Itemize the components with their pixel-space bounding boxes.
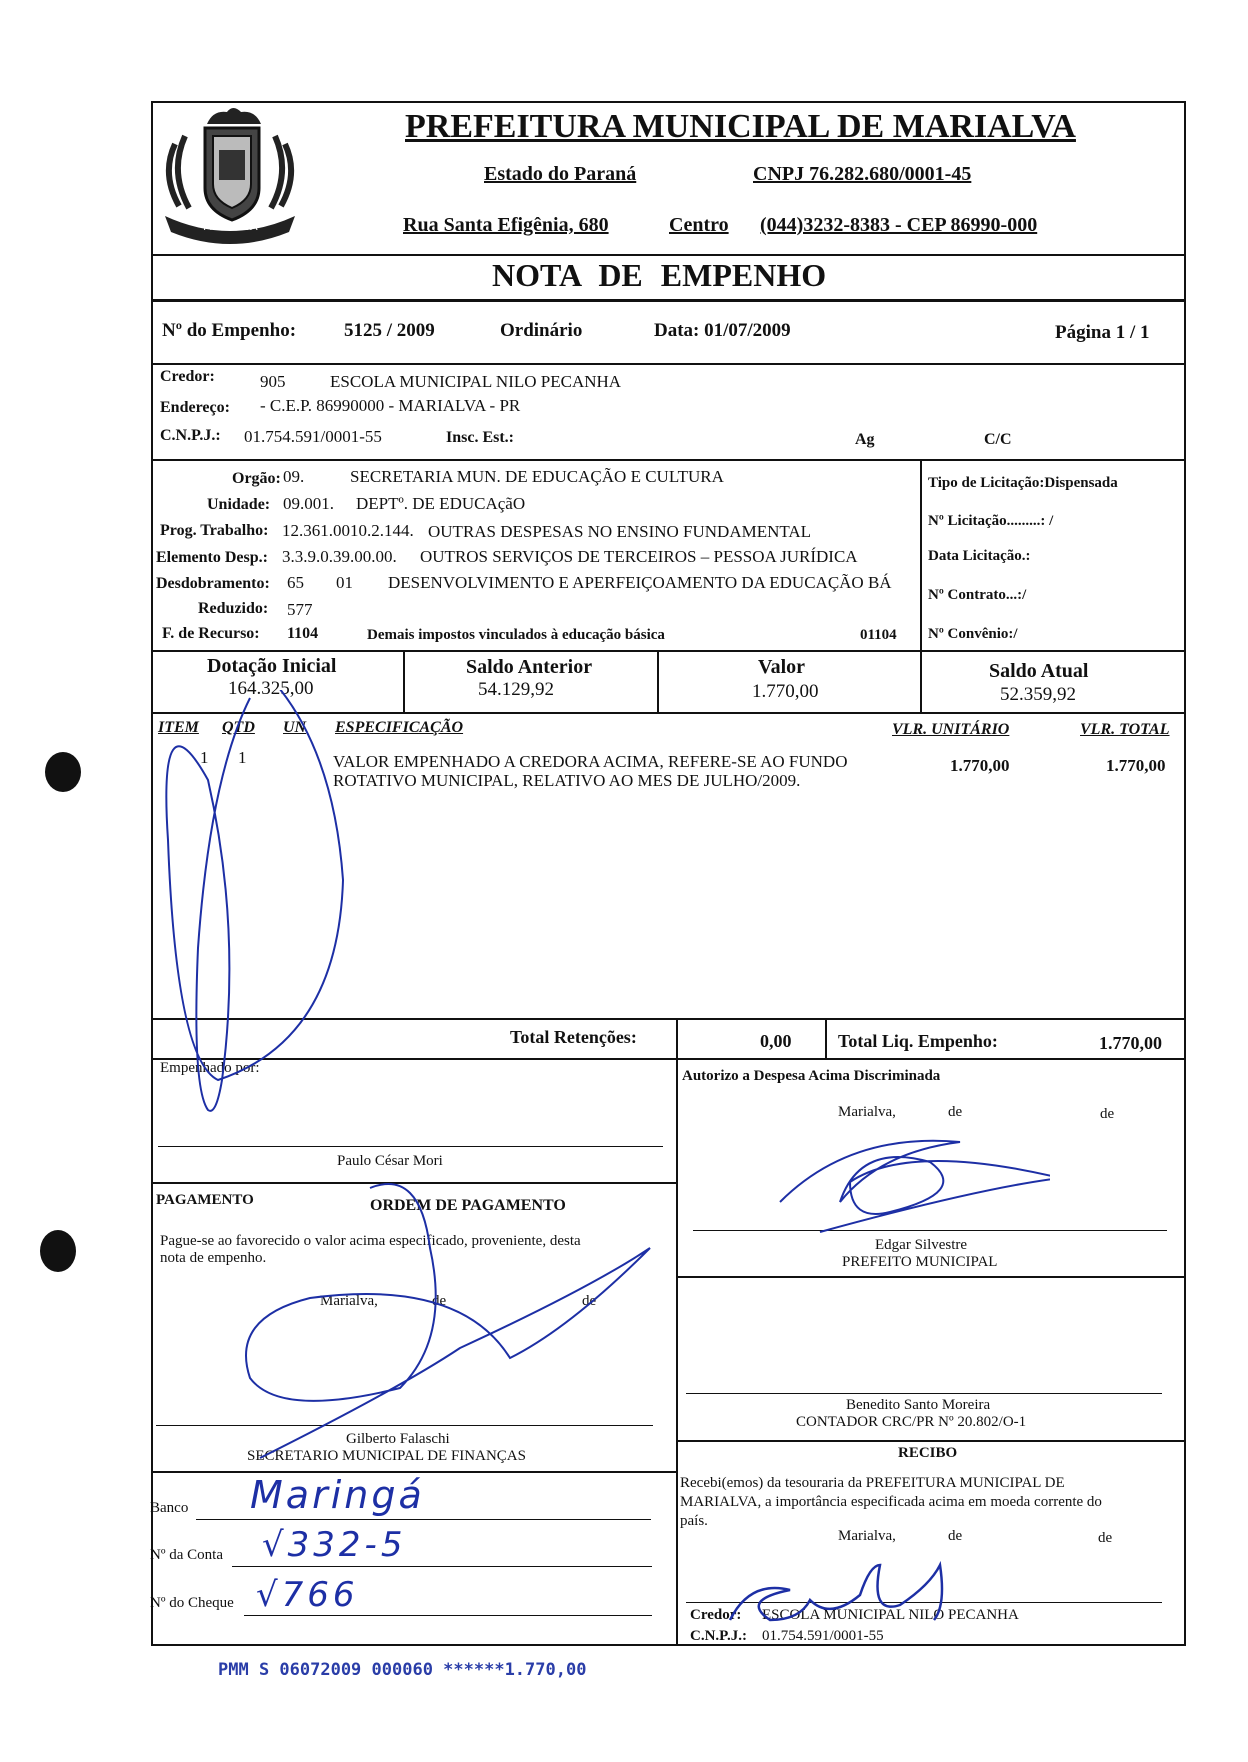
col-unit-header: VLR. UNITÁRIO [892,721,1010,738]
total-liq-value: 1.770,00 [1099,1033,1162,1053]
col-item-header: ITEM [158,719,199,736]
item-description-line-2: ROTATIVO MUNICIPAL, RELATIVO AO MES DE JULHO/2009. [333,771,801,790]
autorizo-de-2: de [1100,1106,1115,1122]
col-qtd-header: QTD [222,719,255,736]
payment-stamp: PMM S 06072009 000060 ******1.770,00 [218,1660,587,1680]
pagamento-title: PAGAMENTO [156,1192,254,1208]
insc-est-label: Insc. Est.: [446,429,515,446]
cnpj-header-text: CNPJ 76.282.680/0001-45 [753,163,972,185]
empenho-number: 5125 / 2009 [344,320,435,341]
item-unit-value: 1.770,00 [950,756,1010,775]
contador-role: CONTADOR CRC/PR Nº 20.802/O-1 [796,1414,1027,1430]
prog-label: Prog. Trabalho: [160,522,269,539]
total-liq-label: Total Liq. Empenho: [838,1031,998,1051]
prefeito-role: PREFEITO MUNICIPAL [842,1254,998,1270]
credor-cnpj: 01.754.591/0001-55 [244,427,382,446]
unidade-name: DEPTº. DE EDUCAçãO [356,494,526,513]
secretario-name: Gilberto Falaschi [346,1431,450,1447]
punch-hole-top [45,752,81,792]
autorizo-city: Marialva, [838,1104,896,1120]
empenho-date: Data: 01/07/2009 [654,320,791,341]
pagamento-text-line-2: nota de empenho. [160,1250,267,1266]
item-description-line-1: VALOR EMPENHADO A CREDORA ACIMA, REFERE-SE AO FUNDO [333,752,848,771]
phone-cep-text: (044)3232-8383 - CEP 86990-000 [760,214,1038,236]
total-retencoes-label: Total Retenções: [510,1027,637,1047]
cc-label: C/C [984,431,1012,448]
endereco-label: Endereço: [160,399,230,416]
fonte-label: F. de Recurso: [162,625,260,642]
recibo-cnpj: 01.754.591/0001-55 [762,1628,884,1644]
banco-handwritten: Maringá [250,1473,425,1517]
coat-of-arms-icon [155,104,305,252]
prefeito-name: Edgar Silvestre [875,1237,968,1253]
empenho-number-label: Nº do Empenho: [162,320,297,341]
saldo-anterior-value: 54.129,92 [478,679,554,700]
address-text: Rua Santa Efigênia, 680 [403,214,609,236]
unidade-label: Unidade: [207,496,271,513]
empenhado-label: Empenhado por: [160,1060,260,1076]
secretario-role: SECRETARIO MUNICIPAL DE FINANÇAS [247,1448,526,1464]
fonte-code: 1104 [287,625,319,642]
recibo-credor-label: Credor: [690,1607,742,1623]
desdobramento-code-2: 01 [336,573,353,592]
autorizo-title: Autorizo a Despesa Acima Discriminada [682,1068,941,1084]
page-number: Página 1 / 1 [1055,322,1150,343]
recibo-cnpj-label: C.N.P.J.: [690,1628,747,1644]
valor-label: Valor [758,656,806,678]
numero-contrato: Nº Contrato...:/ [928,587,1027,603]
recibo-text-line-1: Recebi(emos) da tesouraria da PREFEITURA MUNICIPAL DE [680,1475,1065,1491]
fonte-name: Demais impostos vinculados à educação básica [367,627,665,643]
credor-label: Credor: [160,368,215,385]
reduzido-code: 577 [287,600,313,619]
elemento-name: OUTROS SERVIÇOS DE TERCEIROS – PESSOA JURÍDICA [420,547,858,566]
reduzido-label: Reduzido: [198,600,269,617]
numero-licitacao: Nº Licitação.........: / [928,513,1054,529]
orgao-label: Orgão: [232,470,281,487]
estado-text: Estado do Paraná [484,163,637,185]
recibo-text-line-2: MARIALVA, a importância especificada acima em moeda corrente do [680,1494,1102,1510]
recibo-title: RECIBO [898,1445,958,1461]
fonte-code-2: 01104 [860,627,897,643]
total-retencoes-value: 0,00 [760,1031,792,1051]
saldo-atual-value: 52.359,92 [1000,684,1076,705]
doc-title: NOTA DE EMPENHO [492,257,827,293]
credor-cnpj-label: C.N.P.J.: [160,427,221,444]
item-qtd: 1 [238,748,247,767]
data-licitacao: Data Licitação.: [928,548,1031,564]
banco-label: Banco [150,1500,189,1516]
ordem-pagamento-title: ORDEM DE PAGAMENTO [370,1197,566,1214]
prog-code: 12.361.0010.2.144. [282,521,414,540]
credor-name: ESCOLA MUNICIPAL NILO PECANHA [330,372,622,391]
unidade-code: 09.001. [283,494,334,513]
col-un-header: UN [283,719,307,736]
elemento-label: Elemento Desp.: [156,549,268,566]
desdobramento-label: Desdobramento: [156,575,270,592]
item-total-value: 1.770,00 [1106,756,1166,775]
conta-label: Nº da Conta [150,1547,223,1563]
autorizo-de-1: de [948,1104,963,1120]
municipal-coat-of-arms [155,104,305,252]
valor-value: 1.770,00 [752,681,819,702]
orgao-name: SECRETARIA MUN. DE EDUCAÇÃO E CULTURA [350,467,724,486]
saldo-atual-label: Saldo Atual [989,660,1089,682]
svg-text:MARIALVA: MARIALVA [203,220,258,233]
ag-label: Ag [855,431,875,448]
desdobramento-name: DESENVOLVIMENTO E APERFEIÇOAMENTO DA EDUCAÇÃO BÁ [388,573,892,592]
pagamento-text-line-1: Pague-se ao favorecido o valor acima especificado, proveniente, desta [160,1233,581,1249]
dotacao-inicial-label: Dotação Inicial [207,655,337,677]
recibo-text-line-3: país. [680,1513,708,1529]
empenhado-name: Paulo César Mori [337,1153,443,1169]
col-espec-header: ESPECIFICAÇÃO [335,719,464,736]
endereco-value: - C.E.P. 86990000 - MARIALVA - PR [260,396,521,415]
prog-name: OUTRAS DESPESAS NO ENSINO FUNDAMENTAL [428,522,812,541]
elemento-code: 3.3.9.0.39.00.00. [282,547,397,566]
cheque-handwritten: √766 [256,1575,359,1615]
prefeitura-title: PREFEITURA MUNICIPAL DE MARIALVA [405,108,1076,145]
desdobramento-code-1: 65 [287,573,304,592]
dotacao-inicial-value: 164.325,00 [228,678,314,699]
conta-handwritten: √332-5 [262,1525,407,1565]
district-text: Centro [669,214,729,236]
pagamento-de-1: de [432,1293,447,1309]
pagamento-city: Marialva, [320,1293,378,1309]
item-number: 1 [200,748,209,767]
empenho-type: Ordinário [500,320,583,341]
saldo-anterior-label: Saldo Anterior [466,656,593,678]
recibo-city: Marialva, [838,1528,896,1544]
tipo-licitacao: Tipo de Licitação:Dispensada [928,475,1118,491]
punch-hole-bottom [40,1230,76,1272]
numero-convenio: Nº Convênio:/ [928,626,1018,642]
orgao-code: 09. [283,467,305,486]
pagamento-de-2: de [582,1293,597,1309]
recibo-de-1: de [948,1528,963,1544]
recibo-de-2: de [1098,1530,1113,1546]
recibo-credor-name: ESCOLA MUNICIPAL NILO PECANHA [762,1607,1019,1623]
col-total-header: VLR. TOTAL [1080,721,1170,738]
credor-code: 905 [260,372,286,391]
prefeito-signature [770,1130,1050,1250]
contador-name: Benedito Santo Moreira [846,1397,991,1413]
cheque-label: Nº do Cheque [150,1595,234,1611]
